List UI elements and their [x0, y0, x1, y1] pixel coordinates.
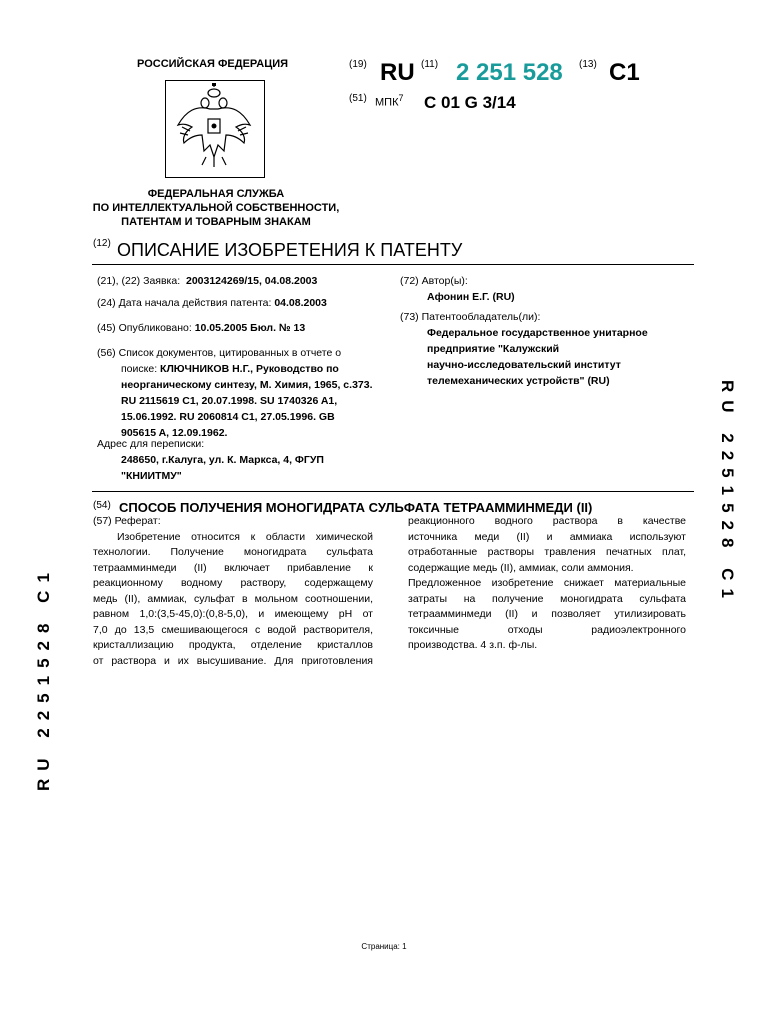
side-patent-number-right: RU 2251528 C1 [718, 380, 737, 606]
invention-title: СПОСОБ ПОЛУЧЕНИЯ МОНОГИДРАТА СУЛЬФАТА ТЕТРААММИНМЕДИ (II) [119, 500, 593, 515]
abstract-line: Изобретение относится к области химической [117, 530, 373, 543]
abstract-right-column [408, 514, 686, 654]
abstract-line: Предложенное изобретение снижает материальные [408, 577, 686, 589]
agency-line: ФЕДЕРАЛЬНАЯ СЛУЖБА [147, 188, 285, 200]
abstract-line: отработанные растворы травления печатных плат, [408, 546, 686, 558]
inid-code-51: (51) [349, 93, 367, 104]
abstract-line: токсичные отходы радиоэлектронного [408, 623, 686, 636]
state-emblem-icon [165, 80, 265, 178]
abstract-line: реакционного водного раствора в качестве [408, 515, 686, 527]
abstract-heading: (57) Реферат: [93, 515, 161, 527]
inid-code-11: (11) [421, 59, 439, 70]
abstract-line: реакционному водному раствору, содержащему [93, 577, 373, 589]
abstract-line: тетраамминмеди (II) и позволяет утилизировать [408, 608, 686, 620]
divider [92, 264, 694, 265]
abstract-line: производства. 4 з.п. ф-лы. [408, 639, 538, 651]
abstract-line: тетраамминмеди (II) включает прибавление к [93, 561, 373, 574]
country-name: РОССИЙСКАЯ ФЕДЕРАЦИЯ [137, 58, 289, 70]
abstract-line: кристаллизацию продукта, отделение кристаллов [93, 639, 373, 651]
page-footer: Страница: 1 [361, 942, 407, 951]
ipc-version: 7 [398, 93, 404, 103]
document-type-title: ОПИСАНИЕ ИЗОБРЕТЕНИЯ К ПАТЕНТУ [117, 240, 463, 260]
application-field: (21), (22) Заявка: 2003124269/15, 04.08.2003 [97, 275, 318, 287]
inid-code-13: (13) [579, 59, 597, 70]
inid-code-12: (12) [93, 238, 111, 249]
abstract-line: технологии. Получение моногидрата сульфата [93, 546, 373, 558]
country-code: RU [380, 59, 415, 86]
inid-code-54: (54) [93, 500, 111, 511]
patentee-field: (73) Патентообладатель(ли): Федеральное государственное унитарное предприятие "Калужский научно-исследовательский институт телемеханических устройств" (RU) [400, 311, 648, 387]
abstract-line: 7,0 до 13,5 смешивающегося с водой растворителя, [93, 623, 373, 636]
ipc-label: МПК$^7$ [375, 93, 404, 109]
divider [92, 491, 694, 492]
address-field: Адрес для переписки: 248650, г.Калуга, ул. К. Маркса, 4, ФГУП "КНИИТМУ" [97, 438, 324, 482]
abstract-line: равном 1,0:(3,5-45,0):(0,8-5,0), и имеющему pH от [93, 608, 373, 620]
author-field: (72) Автор(ы): Афонин Е.Г. (RU) [400, 275, 515, 303]
abstract-line: содержащие медь (II), аммиак, соли аммония. [408, 561, 634, 574]
published-field: (45) Опубликовано: 10.05.2005 Бюл. № 13 [97, 322, 306, 334]
side-patent-number-left: RU 2251528 C1 [34, 565, 53, 791]
agency-name [85, 187, 347, 229]
abstract-line: от раствора и их высушивание. Для приготовления [93, 654, 373, 667]
agency-line: ПАТЕНТАМ И ТОВАРНЫМ ЗНАКАМ [121, 216, 311, 228]
abstract-left-column [93, 514, 373, 669]
citations-field: (56) Список документов, цитированных в отчете о поиске: КЛЮЧНИКОВ Н.Г., Руководство по неорганическому синтезу, М. Химия, 1965, с.373. RU 2115619 C1, 20.07.1998. SU 1740326 A1, 15.06.1992. RU 2060814 C1, 27.05.1996. GB 905615 A, 12.09.1962. [97, 347, 373, 439]
ipc-class: C 01 G 3/14 [424, 93, 516, 112]
inid-code-19: (19) [349, 59, 367, 70]
patent-number: 2 251 528 [456, 59, 563, 86]
start-date-field: (24) Дата начала действия патента: 04.08.2003 [97, 297, 327, 309]
abstract-line: затраты на получение моногидрата сульфата [408, 592, 686, 605]
agency-line: ПО ИНТЕЛЛЕКТУАЛЬНОЙ СОБСТВЕННОСТИ, [92, 202, 340, 214]
abstract-line: источника меди (II) и аммиака используют [408, 530, 686, 543]
kind-code: C1 [609, 59, 640, 86]
abstract-line: медь (II), аммиак, сульфат в мольном соотношении, [93, 592, 373, 605]
